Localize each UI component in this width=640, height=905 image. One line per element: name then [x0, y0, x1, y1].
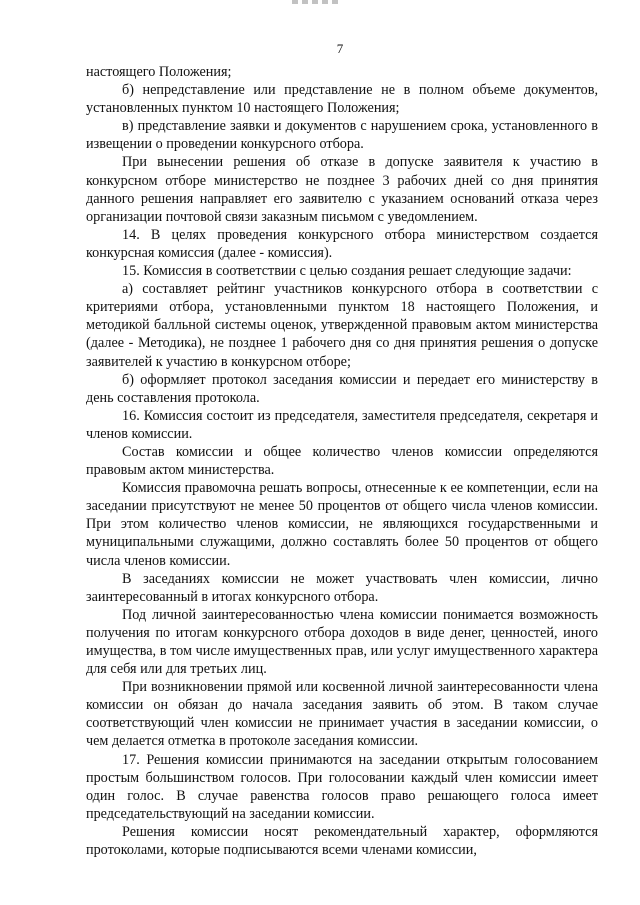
paragraph-item-v: в) представление заявки и документов с нарушением срока, установленного в извещении о проведении конкурсного отбора.: [86, 118, 598, 153]
paragraph-item-b: б) непредставление или представление не в полном объеме документов, установленных пунктом 10 настоящего Положения;: [86, 82, 598, 117]
paragraph-continuation: настоящего Положения;: [86, 64, 232, 80]
paragraph-14: 14. В целях проведения конкурсного отбора министерством создается конкурсная комиссия (далее - комиссия).: [86, 226, 598, 261]
paragraph-15: 15. Комиссия в соответствии с целью создания решает следующие задачи:: [122, 263, 572, 280]
paragraph-16: 16. Комиссия состоит из председателя, заместителя председателя, секретаря и членов комиссии.: [86, 407, 598, 442]
paragraph-16-interest: В заседаниях комиссии не может участвовать член комиссии, лично заинтересованный в итогах конкурсного отбора.: [86, 570, 598, 605]
paragraph-refusal-notice: При вынесении решения об отказе в допуске заявителя к участию в конкурсном отборе министерство не позднее 3 рабочих дней со дня принятия данного решения направляет его заявителю с указанием оснований отказа через организации почтовой связи заказным письмом с уведомлением.: [86, 154, 598, 225]
paragraph-16-composition: Состав комиссии и общее количество членов комиссии определяются правовым актом министерства.: [86, 443, 598, 479]
paragraph-17: 17. Решения комиссии принимаются на заседании открытым голосованием простым большинством голосов. При голосовании каждый член комиссии имеет один голос. В случае равенства голосов право решающего голоса имеет председательствующий на заседании комиссии.: [86, 751, 598, 822]
paragraph-16-interest-definition: Под личной заинтересованностью члена комиссии понимается возможность получения по итогам конкурсного отбора доходов в виде денег, ценностей, иного имущества, в том числе имущественных прав, или услуг имущественного характера для себя или для третьих лиц.: [86, 606, 598, 678]
paragraph-15-a: а) составляет рейтинг участников конкурсного отбора в соответствии с критериями отбора, установленными пунктом 18 настоящего Положения, и методикой балльной системы оценок, утвержденной правовым актом министерства (далее - Методика), не позднее 1 рабочего дня со дня принятия решения о допуске заявителей к участию в конкурсном отборе;: [86, 281, 598, 370]
scan-artifact-top: [292, 0, 340, 4]
paragraph-16-quorum: Комиссия правомочна решать вопросы, отнесенные к ее компетенции, если на заседании присутствуют не менее 50 процентов от общего числа членов комиссии. При этом количество членов комиссии, не являющихся государственными и муниципальными служащими, должно составлять более 50 процентов от общего числа членов комиссии.: [86, 480, 598, 569]
paragraph-16-interest-conflict: При возникновении прямой или косвенной личной заинтересованности члена комиссии он обязан до начала заседания заявить об этом. В таком случае соответствующий член комиссии не принимает участия в заседании комиссии, о чем делается отметка в протоколе заседания комиссии.: [86, 679, 598, 750]
document-body: [86, 63, 598, 859]
paragraph-17-decisions: Решения комиссии носят рекомендательный характер, оформляются протоколами, которые подписываются всеми членами комиссии,: [86, 823, 598, 859]
paragraph-15-b: б) оформляет протокол заседания комиссии и передает его министерству в день составления протокола.: [86, 371, 598, 406]
page-number: 7: [336, 41, 344, 56]
